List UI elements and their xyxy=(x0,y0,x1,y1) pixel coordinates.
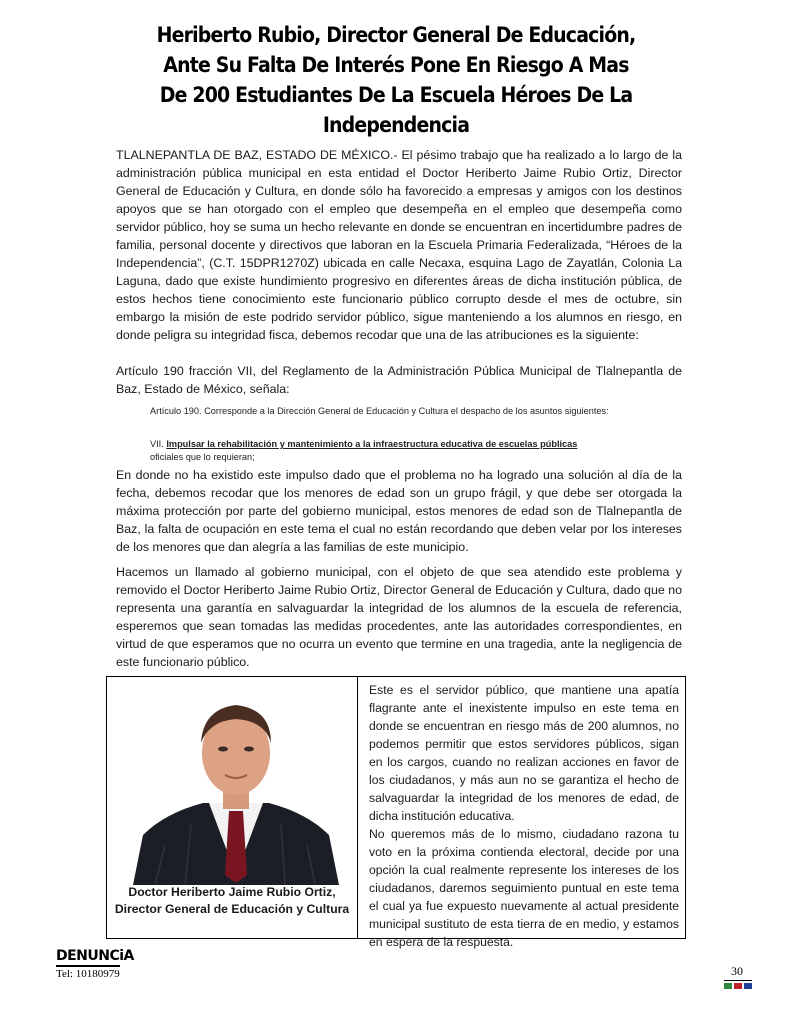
box-paragraph-1: Este es el servidor público, que mantiene una apatía flagrante ante el inexistente impulso en este tema en donde se encuentran en riesgo más de 200 alumnos, no podemos permitir que estos servidores públicos, sigan en los cargos, cuando no realizan acciones en favor de los ciudadanos, y más aun no se garantiza el hecho de salvaguardar la integridad de los menores de edad, de dicha institución educativa. xyxy=(369,683,679,823)
caption-line-1: Doctor Heriberto Jaime Rubio Ortiz, xyxy=(128,885,336,899)
caption-line-2: Director General de Educación y Cultura xyxy=(114,902,350,916)
page-number: 30 xyxy=(731,964,743,978)
green-square-icon xyxy=(724,983,732,989)
page-number-divider xyxy=(724,980,752,981)
paragraph-call: Hacemos un llamado al gobierno municipal, con el objeto de que sea atendido este problema y removido el Doctor Heriberto Jaime Rubio Ortiz, Director General de Educación y Cultura, dado que no representa una garantía en salvaguardar la integridad de los alumnos de la escuela de referencia, esperemos que sean tomadas las medidas procedentes, ante las autoridades correspondientes, en virtud de que esperamos que no ocurra un evento que termine en una tragedia, ante la negligencia de este funcionario público. xyxy=(116,565,682,669)
denuncia-logo: DENUNCiA xyxy=(56,948,134,964)
quote-suffix: oficiales que lo requieran; xyxy=(150,452,255,462)
footer-tel: Tel: 10180979 xyxy=(56,968,120,980)
blue-square-icon xyxy=(744,983,752,989)
photo-caption xyxy=(107,884,357,918)
paragraph-article-reference: Artículo 190 fracción VII, del Reglamento de la Administración Pública Municipal de Tlalnepantla de Baz, Estado de México, señala: xyxy=(116,364,682,396)
photo-text-box xyxy=(106,676,686,949)
article-title: Heriberto Rubio, Director General De Educación, Ante Su Falta De Interés Pone En Riesgo A Mas De 200 Estudiantes De La Escuela Héroes De La Independencia xyxy=(156,23,636,137)
logo-underline xyxy=(56,965,120,967)
paragraph-impulse: En donde no ha existido este impulso dado que el problema no ha logrado una solución al día de la fecha, debemos recodar que los menores de edad son un grupo frágil, y que debe ser otorgada la máxima protección por parte del gobierno municipal, estos menores de edad son de Tlalnepantla de Baz, la falta de ocupación en este tema el cual no están recordando que deben velar por los intereses de los menores que dan alegría a las familias de este municipio. xyxy=(116,468,682,554)
portrait-photo xyxy=(125,685,347,885)
box-paragraph-2: No queremos más de lo mismo, ciudadano razona tu voto en la próxima contienda electoral, decide por una opción la cual realmente represente los intereses de los ciudadanos, daremos seguimiento puntual en este tema el cual ya fue expuesto nuevamente al actual presidente municipal sustituto de esta tierra de en medio, y estamos en espera de la respuesta. xyxy=(369,827,679,949)
quote-prefix: VII. xyxy=(150,439,167,449)
paragraph-intro: TLALNEPANTLA DE BAZ, ESTADO DE MÉXICO.- El pésimo trabajo que ha realizado a lo largo de la administración pública municipal en esta entidad el Doctor Heriberto Jaime Rubio Ortiz, Director General de Educación y Cultura, en donde sólo ha favorecido a empresas y amigos con los destinos apoyos que se han otorgado con el empleo que desempeña en el empleo que desempeña como servidor público, hoy se suma un hecho relevante en donde se encuentran en incertidumbre padres de familia, personal docente y directivos que laboran en la Escuela Primaria Federalizada, “Héroes de la Independencia”, (C.T. 15DPR1270Z) ubicada en calle Necaxa, esquina Lago de Zayatlán, Colonia La Laguna, dado que existe hundimiento progresivo en diferentes áreas de dicha institución pública, de estos hechos tiene conocimiento este funcionario público corrupto desde el mes de octubre, sin embargo la misión de este podrido servidor público, sigue manteniendo a los alumnos en riesgo, en donde peligra su integridad fisca, debemos recodar que una de las atribuciones es la siguiente: xyxy=(116,148,682,342)
box-text xyxy=(369,681,679,951)
red-square-icon xyxy=(734,983,742,989)
quote-line-2 xyxy=(150,438,670,464)
quote-line-1: Artículo 190. Corresponde a la Dirección General de Educación y Cultura el despacho de los asuntos siguientes: xyxy=(150,406,609,416)
quote-underlined: Impulsar la rehabilitación y mantenimiento a la infraestructura educativa de escuelas públicas xyxy=(166,439,578,449)
photo-column xyxy=(107,677,358,938)
